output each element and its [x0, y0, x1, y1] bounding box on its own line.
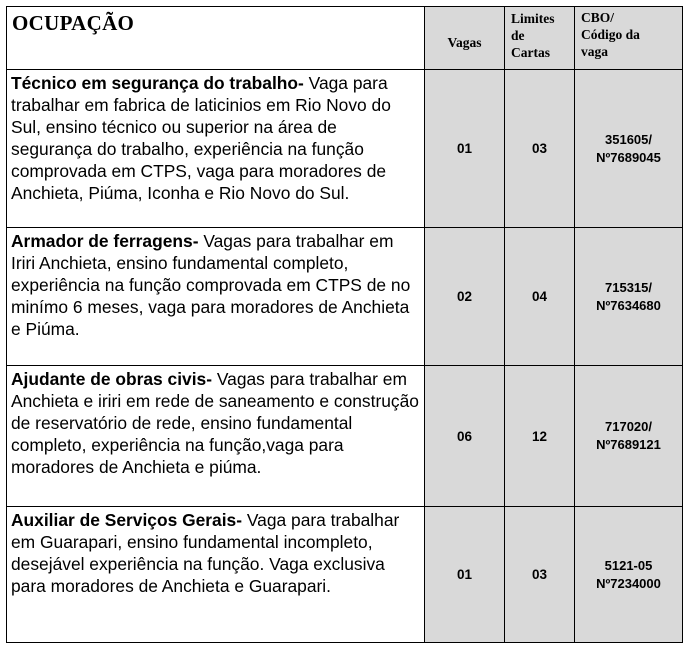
job-cbo-code	[575, 70, 683, 228]
table-header-row	[7, 7, 683, 70]
header-limites-de-cartas	[505, 7, 575, 70]
job-openings-table	[6, 6, 683, 643]
header-cbo-codigo	[575, 7, 683, 70]
cbo-number: 5121-05	[604, 557, 653, 573]
job-limites: 12	[505, 366, 575, 507]
vaga-code: Nº7234000	[596, 575, 661, 591]
job-cbo-code	[575, 507, 683, 643]
table-row	[7, 507, 683, 643]
cbo-number: 351605/	[605, 131, 652, 147]
vaga-code: Nº7634680	[596, 297, 661, 313]
table-row	[7, 228, 683, 366]
job-description	[7, 228, 425, 366]
vaga-code: Nº7689045	[596, 149, 661, 165]
header-limites-line: Cartas	[511, 45, 550, 60]
header-ocupacao: OCUPAÇÃO	[7, 7, 425, 70]
job-title: Auxiliar de Serviços Gerais-	[11, 510, 243, 530]
job-title: Técnico em segurança do trabalho-	[11, 73, 304, 93]
header-cbo-line: CBO/	[581, 10, 615, 25]
job-limites: 03	[505, 507, 575, 643]
job-details: Vagas para trabalhar em Iriri Anchieta, ensino fundamental completo, experiência na função comprovada em CTPS de no minímo 6 meses, vaga para moradores de Anchieta e Piúma.	[11, 231, 411, 339]
job-vagas: 02	[425, 228, 505, 366]
header-cbo-line: Código da	[581, 27, 640, 42]
job-vagas: 01	[425, 70, 505, 228]
job-title: Ajudante de obras civis-	[11, 369, 213, 389]
job-vagas: 06	[425, 366, 505, 507]
job-details: Vaga para trabalhar em fabrica de laticinios em Rio Novo do Sul, ensino técnico ou superior na área de segurança do trabalho, experiência na função comprovada em CTPS, vaga para moradores de Anchieta, Piúma, Iconha e Rio Novo do Sul.	[11, 73, 391, 203]
cbo-number: 715315/	[605, 279, 652, 295]
job-cbo-code	[575, 228, 683, 366]
header-vagas: Vagas	[425, 7, 505, 70]
job-title: Armador de ferragens-	[11, 231, 199, 251]
job-cbo-code	[575, 366, 683, 507]
table-row	[7, 70, 683, 228]
job-vagas: 01	[425, 507, 505, 643]
header-limites-line: de	[511, 28, 525, 43]
header-limites-line: Limites	[511, 11, 555, 26]
job-limites: 04	[505, 228, 575, 366]
job-description	[7, 366, 425, 507]
job-details: Vagas para trabalhar em Anchieta e iriri em rede de saneamento e construção de reservatório de rede, ensino fundamental completo, experiência na função,vaga para moradores de Anchieta e piúma.	[11, 369, 419, 477]
vaga-code: Nº7689121	[596, 437, 661, 452]
job-description	[7, 70, 425, 228]
table-row	[7, 366, 683, 507]
job-details: Vaga para trabalhar em Guarapari, ensino fundamental incompleto, desejável experiência na função. Vaga exclusiva para moradores de Anchieta e Guarapari.	[11, 510, 400, 596]
job-table-sheet	[6, 6, 683, 643]
cbo-number: 717020/	[605, 419, 652, 434]
job-limites: 03	[505, 70, 575, 228]
header-cbo-line: vaga	[581, 44, 608, 59]
job-description	[7, 507, 425, 643]
